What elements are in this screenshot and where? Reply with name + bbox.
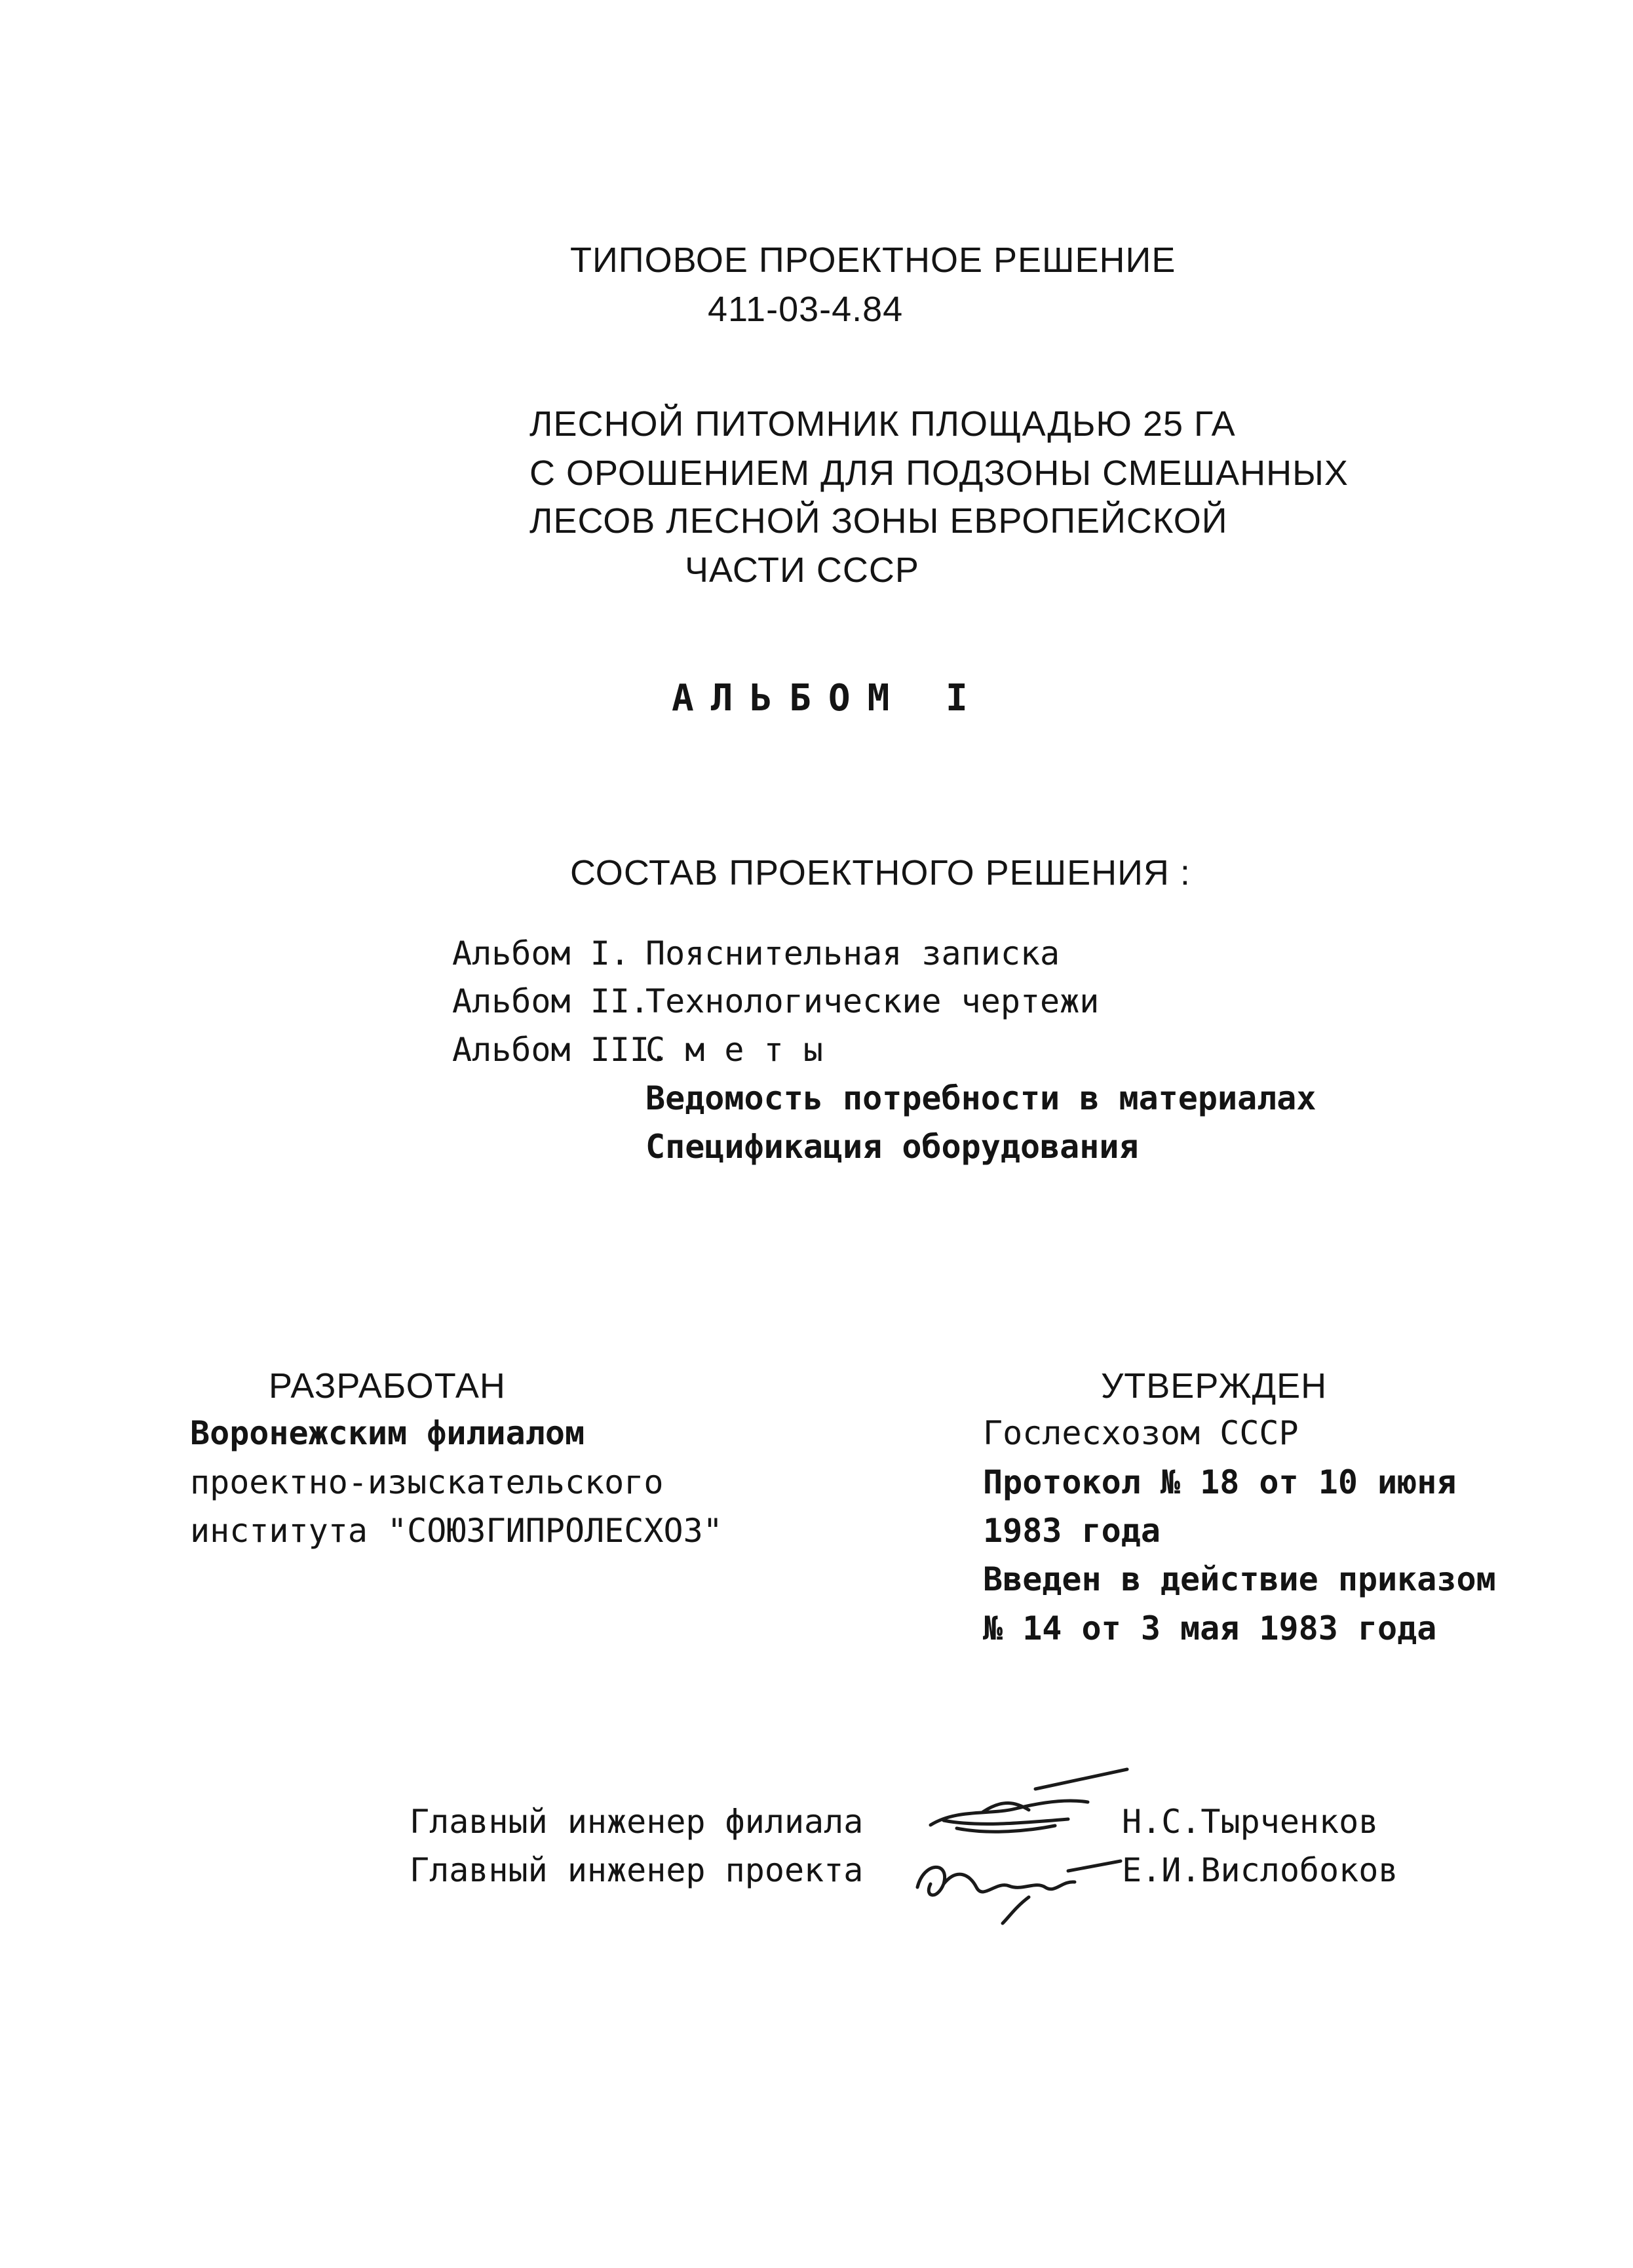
developed-line-1: Воронежским филиалом	[190, 1414, 585, 1452]
title-line-1: ЛЕСНОЙ ПИТОМНИК ПЛОЩАДЬЮ 25 ГА	[529, 404, 1236, 444]
approved-line-5: № 14 от 3 мая 1983 года	[983, 1609, 1437, 1647]
doc-type: ТИПОВОЕ ПРОЕКТНОЕ РЕШЕНИЕ	[570, 240, 1176, 280]
approved-line-1: Гослесхозом СССР	[983, 1414, 1299, 1452]
signature-scribble-2	[904, 1835, 1140, 1927]
composition-text-5: Спецификация оборудования	[645, 1128, 1139, 1166]
composition-label-1: Альбом I.	[452, 934, 630, 972]
album-title: АЛЬБОМ I	[672, 677, 985, 720]
composition-text-2: Технологические чертежи	[645, 982, 1100, 1020]
doc-number: 411-03-4.84	[708, 290, 904, 329]
signature-role-2: Главный инженер проекта	[410, 1851, 864, 1889]
title-line-4: ЧАСТИ СССР	[685, 550, 919, 590]
approved-line-3: 1983 года	[983, 1512, 1161, 1550]
approved-line-2: Протокол № 18 от 10 июня	[983, 1463, 1457, 1501]
composition-heading: СОСТАВ ПРОЕКТНОГО РЕШЕНИЯ :	[570, 853, 1191, 893]
signature-name-1: Н.С.Тырченков	[1122, 1803, 1379, 1841]
composition-text-4: Ведомость потребности в материалах	[645, 1079, 1316, 1117]
signature-role-1: Главный инженер филиала	[410, 1803, 864, 1841]
developed-line-3: института "СОЮЗГИПРОЛЕСХОЗ"	[190, 1512, 723, 1550]
composition-label-3: Альбом III.	[452, 1031, 670, 1069]
title-line-2: С ОРОШЕНИЕМ ДЛЯ ПОДЗОНЫ СМЕШАННЫХ	[529, 453, 1349, 493]
title-line-3: ЛЕСОВ ЛЕСНОЙ ЗОНЫ ЕВРОПЕЙСКОЙ	[529, 501, 1228, 541]
approved-heading: УТВЕРЖДЕН	[1101, 1366, 1328, 1406]
signature-name-2: Е.И.Вислобоков	[1122, 1851, 1398, 1889]
developed-heading: РАЗРАБОТАН	[269, 1366, 506, 1406]
composition-text-3: С м е т ы	[645, 1031, 823, 1069]
composition-label-2: Альбом II.	[452, 982, 650, 1020]
developed-line-2: проектно-изыскательского	[190, 1463, 664, 1501]
approved-line-4: Введен в действие приказом	[983, 1560, 1496, 1598]
composition-text-1: Пояснительная записка	[645, 934, 1060, 972]
